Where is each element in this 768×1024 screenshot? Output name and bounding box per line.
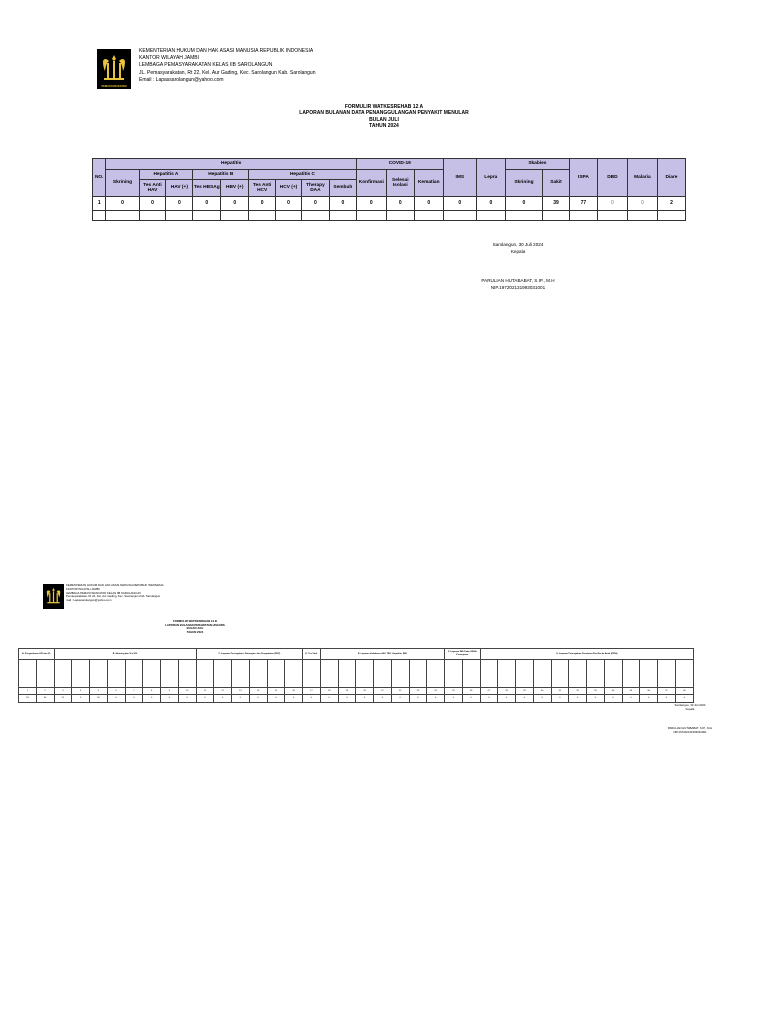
letterhead-address: JL. Pemasyarakatan, Rt 22, Kel. Aur Gading, Kec. Sarolangun Kab. Sarolangun <box>139 69 316 76</box>
pemasyarakatan-emblem-icon <box>97 49 131 89</box>
cell-kematian: 0 <box>414 197 443 211</box>
value-cell: 31 <box>54 695 72 703</box>
signature-small-role: Kepala <box>685 707 695 712</box>
value-cell: 0 <box>445 695 463 703</box>
cell-diare: 2 <box>657 197 685 211</box>
value-cell: 0 <box>480 695 498 703</box>
col-diare: Diare <box>657 159 685 197</box>
col-hav-positive: HAV (+) <box>166 180 193 197</box>
column-number: 25 <box>445 688 463 695</box>
section-c-header: C. Layanan Pencegahan, Dukungan, dan Pengobatan (PDP) <box>196 649 303 660</box>
value-cell: 0 <box>391 695 409 703</box>
column-number: 19 <box>338 688 356 695</box>
document-title-small <box>140 620 250 634</box>
col-konfirmasi: Konfirmasi <box>356 170 386 197</box>
section-d-header: D. Tes Viral <box>303 649 321 660</box>
cell-hbv-positive: 0 <box>221 197 249 211</box>
column-number: 27 <box>480 688 498 695</box>
column-number: 14 <box>249 688 267 695</box>
value-cell: 0 <box>658 695 676 703</box>
section-a-header: A. Pengetahuan HIV dan IO <box>19 649 55 660</box>
letterhead-institution: LEMBAGA PEMASYARAKATAN KELAS IIB SAROLANGUN <box>139 62 273 69</box>
col-selesai-isolasi: Selesai Isolasi <box>386 170 414 197</box>
cell-hepatitis-skrining: 0 <box>106 197 139 211</box>
values-row <box>19 695 694 703</box>
col-lepra: Lepra <box>476 159 505 197</box>
cell-lepra: 0 <box>476 197 505 211</box>
column-number: 4 <box>72 688 90 695</box>
column-number: 29 <box>516 688 534 695</box>
value-cell: 0 <box>640 695 658 703</box>
value-cell: 0 <box>409 695 427 703</box>
report-year: TAHUN 2024 <box>369 123 399 130</box>
letterhead-small <box>66 584 163 603</box>
col-tes-hbsag: Tes HBSAg <box>193 180 221 197</box>
column-number: 12 <box>214 688 232 695</box>
column-number: 10 <box>178 688 196 695</box>
col-dbd: DBD <box>597 159 627 197</box>
value-cell: 0 <box>107 695 125 703</box>
column-number: 7 <box>125 688 143 695</box>
cell-tes-anti-hcv: 0 <box>249 197 276 211</box>
column-number: 1 <box>19 688 37 695</box>
form-code: FORMULIR WATKESREHAB 12 A <box>344 104 424 110</box>
signature-block <box>448 241 588 291</box>
signature-small-name: PARULIAN HUTABABAT, S.IP., M.H <box>667 725 713 730</box>
cell-ispa: 77 <box>569 197 597 211</box>
cell-dbd: 0 <box>597 197 627 211</box>
value-cell: 3 <box>72 695 90 703</box>
section-b-header: B. Skrining dan Tes HIV <box>54 649 196 660</box>
col-hbv-positive: HBV (+) <box>221 180 249 197</box>
signature-name: PARULIAN HUTABABAT, S.IP., M.H <box>481 278 555 283</box>
col-ispa: ISPA <box>569 159 597 197</box>
value-cell: 34 <box>36 695 54 703</box>
column-number: 28 <box>498 688 516 695</box>
value-cell: 0 <box>462 695 480 703</box>
value-cell: 0 <box>161 695 179 703</box>
col-tes-anti-hav: Tes Anti HAV <box>139 180 166 197</box>
value-cell: 34 <box>90 695 108 703</box>
column-number: 21 <box>374 688 392 695</box>
column-number: 8 <box>143 688 161 695</box>
column-number: 36 <box>640 688 658 695</box>
col-skabies-skrining: Skrining <box>505 170 542 197</box>
column-number: 20 <box>356 688 374 695</box>
value-cell: 0 <box>178 695 196 703</box>
logo-caption: PEMASYARAKATAN <box>101 85 127 88</box>
letterhead-office: KANTOR WILAYAH JAMBI <box>139 55 200 62</box>
report-name-small: LAPORAN BULANAN PERAWATAN HIV/AIDS <box>165 622 225 627</box>
letterhead-small-ministry: KEMENTERIAN HUKUM DAN HAK ASASI MANUSIA REPUBLIK INDONESIA <box>66 583 164 587</box>
value-cell: 0 <box>533 695 551 703</box>
value-cell: 34 <box>19 695 37 703</box>
group-skabies: Skabies <box>505 159 569 170</box>
value-cell: 0 <box>143 695 161 703</box>
subheader-row <box>19 660 694 688</box>
cell-skabies-skrining: 0 <box>505 197 542 211</box>
group-hepatitis-a: Hepatitis A <box>139 170 193 180</box>
cell-no: 1 <box>93 197 106 211</box>
column-number: 11 <box>196 688 214 695</box>
pemasyarakatan-emblem-small-icon <box>43 584 64 609</box>
column-number: 30 <box>533 688 551 695</box>
cell-terapi-daa: 0 <box>301 197 329 211</box>
value-cell: 0 <box>214 695 232 703</box>
value-cell: 0 <box>374 695 392 703</box>
group-hepatitis-c: Hepatitis C <box>249 170 357 180</box>
form-code-small: FORMULIR WATKESREHAB 12 B <box>173 619 217 623</box>
section-g-header: G. Layanan Pencegahan Penularan Dari Ibu ke Anak (PPIA) <box>480 649 694 660</box>
cell-sembuh: 0 <box>329 197 356 211</box>
value-cell: 0 <box>569 695 587 703</box>
report-name: LAPORAN BULANAN DATA PENANGGULANGAN PENYAKIT MENULAR <box>299 110 469 117</box>
col-terapi-daa: Therapy DAA <box>301 180 329 197</box>
cell-konfirmasi: 0 <box>356 197 386 211</box>
cell-hcv-positive: 0 <box>276 197 302 211</box>
col-hepatitis-skrining: Skrining <box>106 170 139 197</box>
numbers-row <box>19 688 694 695</box>
value-cell: 0 <box>338 695 356 703</box>
col-sembuh: Sembuh <box>329 180 356 197</box>
column-number: 3 <box>54 688 72 695</box>
letterhead-ministry: KEMENTERIAN HUKUM DAN HAK ASASI MANUSIA REPUBLIK INDONESIA <box>139 48 314 54</box>
letterhead-small-address: Pemasyarakatan, Rt 22, Kel. Aur Gading, Kec. Sarolangun Kab. Sarolangun <box>66 594 161 599</box>
cell-selesai-isolasi: 0 <box>386 197 414 211</box>
column-number: 35 <box>622 688 640 695</box>
group-hepatitis-b: Hepatitis B <box>193 170 249 180</box>
letterhead-email: Email : Lapassarolangun@yahoo.com <box>139 76 224 83</box>
cell-skabies-sakit: 39 <box>543 197 570 211</box>
cell-hav-positive: 0 <box>166 197 193 211</box>
col-malaria: Malaria <box>627 159 657 197</box>
col-no: NO. <box>93 159 106 197</box>
column-number: 16 <box>285 688 303 695</box>
column-number: 37 <box>658 688 676 695</box>
section-f-header: F. Layanan IMS Pada ODHA Perempuan <box>445 649 481 660</box>
report-month-small: BULAN JULI <box>186 626 204 631</box>
col-hcv-positive: HCV (+) <box>276 180 302 197</box>
ministry-logo-small <box>43 584 64 609</box>
col-skabies-sakit: Sakit <box>543 170 570 197</box>
cell-tes-hbsag: 0 <box>193 197 221 211</box>
column-number: 6 <box>107 688 125 695</box>
value-cell: 0 <box>125 695 143 703</box>
column-number: 26 <box>462 688 480 695</box>
value-cell: 0 <box>622 695 640 703</box>
column-number: 22 <box>391 688 409 695</box>
document-title <box>0 104 768 130</box>
column-number: 18 <box>320 688 338 695</box>
hiv-report-table <box>18 648 694 703</box>
column-number: 9 <box>161 688 179 695</box>
column-number: 13 <box>232 688 250 695</box>
signature-block-small <box>650 703 730 735</box>
report-month: BULAN JULI <box>369 116 399 123</box>
column-number: 2 <box>36 688 54 695</box>
signature-small-place-date: Sarolangun, 30 Juli 2024 <box>674 703 706 707</box>
value-cell: 0 <box>267 695 285 703</box>
column-number: 15 <box>267 688 285 695</box>
group-hepatitis: Hepatitis <box>106 159 356 170</box>
cell-ims: 0 <box>443 197 476 211</box>
cell-malaria: 0 <box>627 197 657 211</box>
value-cell: 0 <box>675 695 693 703</box>
ministry-logo <box>97 49 131 89</box>
signature-small-nip: NIP.197202131993031001 <box>673 730 707 735</box>
value-cell: 0 <box>587 695 605 703</box>
value-cell: 0 <box>320 695 338 703</box>
value-cell: 0 <box>196 695 214 703</box>
disease-report-table <box>92 158 686 221</box>
value-cell: 0 <box>427 695 445 703</box>
value-cell: 0 <box>498 695 516 703</box>
table-empty-row <box>93 211 686 221</box>
signature-role: Kepala <box>510 249 526 254</box>
section-e-header: E. Layanan Kolaborasi HIV, TBC, Hepatitis, IMS <box>320 649 444 660</box>
group-covid19: COVID-19 <box>356 159 443 170</box>
value-cell: 0 <box>285 695 303 703</box>
signature-place-date: Sarolangun, 30 Juli 2024 <box>492 242 544 247</box>
column-number: 17 <box>303 688 321 695</box>
report-year-small: TAHUN 2024 <box>186 629 204 634</box>
column-number: 24 <box>427 688 445 695</box>
letterhead <box>139 48 316 84</box>
value-cell: 0 <box>516 695 534 703</box>
col-ims: IMS <box>443 159 476 197</box>
letterhead-small-office: KANTOR WILAYAH JAMBI <box>66 586 100 591</box>
signature-nip: NIP.197202131993031001 <box>490 285 546 290</box>
col-kematian: Kematian <box>414 170 443 197</box>
column-number: 23 <box>409 688 427 695</box>
letterhead-small-institution: LEMBAGA PEMASYARAKATAN KELAS IIB SAROLANGUN <box>66 590 141 595</box>
column-number: 31 <box>551 688 569 695</box>
col-tes-anti-hcv: Tes Anti HCV <box>249 180 276 197</box>
column-number: 34 <box>604 688 622 695</box>
value-cell: 0 <box>604 695 622 703</box>
value-cell: 0 <box>303 695 321 703</box>
letterhead-small-email: mail : Lapassarolangun@yahoo.com <box>66 598 112 603</box>
column-number: 5 <box>90 688 108 695</box>
value-cell: 0 <box>551 695 569 703</box>
value-cell: 0 <box>249 695 267 703</box>
column-number: 33 <box>587 688 605 695</box>
value-cell: 0 <box>356 695 374 703</box>
value-cell: 0 <box>232 695 250 703</box>
cell-tes-anti-hav: 0 <box>139 197 166 211</box>
column-number: 38 <box>675 688 693 695</box>
column-number: 32 <box>569 688 587 695</box>
